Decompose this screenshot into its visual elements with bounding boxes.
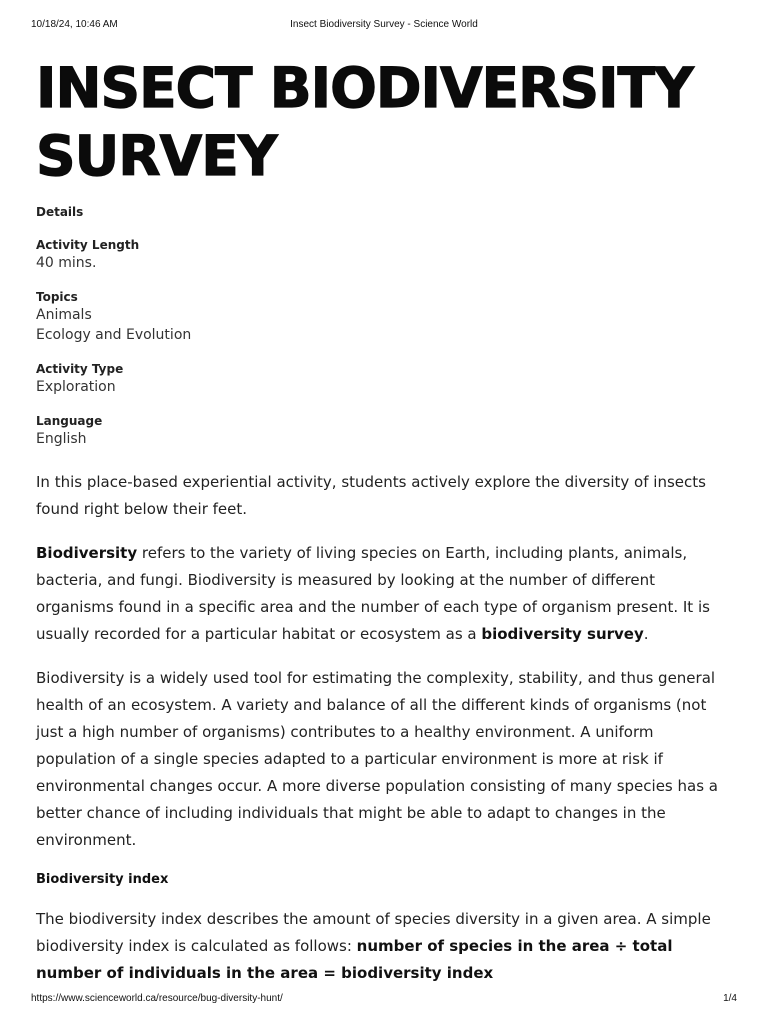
print-page-title: Insect Biodiversity Survey - Science World [290,19,478,30]
page-title: INSECT BIODIVERSITY SURVEY [36,56,693,188]
index-text: The biodiversity index describes the amount of species diversity in a given area. A simple biodiversity index is calculated as follows: [36,910,711,955]
biodiversity-term: Biodiversity [36,544,138,562]
index-paragraph [36,906,731,987]
detail-activity-length [36,237,736,273]
detail-value: 40 mins. [36,255,97,271]
details-section [36,204,736,449]
index-formula: number of species in the area ÷ total number of individuals in the area = biodiversity index [36,937,673,982]
detail-label: Activity Type [36,362,124,376]
article [36,54,736,1004]
detail-value: Animals [36,307,92,323]
print-page-number: 1/4 [723,993,737,1004]
tool-paragraph: Biodiversity is a widely used tool for estimating the complexity, stability, and thus general health of an ecosystem. A variety and balance of all the different kinds of organisms (not just a high number of organisms) contributes to a healthy environment. A uniform population of a single species adapted to a particular environment is more at risk if environmental changes occur. A more diverse population consisting of many species has a better chance of including individuals that might be able to adapt to changes in the environment. [36,669,718,849]
print-header [31,19,737,33]
biodiversity-text: refers to the variety of living species on Earth, including plants, animals, bacteria, and fungi. Biodiversity is measured by looking at the number of different organisms found in a specific area and the number of each type of organism present. It is usually recorded for a particular habitat or ecosystem as a [36,544,710,643]
detail-language [36,413,736,449]
detail-label: Language [36,414,103,428]
print-url: https://www.scienceworld.ca/resource/bug-diversity-hunt/ [31,993,283,1004]
intro-paragraph: In this place-based experiential activity, students actively explore the diversity of insects found right below their feet. [36,473,706,518]
print-datetime: 10/18/24, 10:46 AM [31,19,118,30]
biodiversity-survey-term: biodiversity survey [481,625,644,643]
detail-value: Exploration [36,379,116,395]
detail-label: Activity Length [36,238,140,252]
detail-value: Ecology and Evolution [36,327,192,343]
detail-topics [36,289,736,345]
detail-activity-type [36,361,736,397]
detail-label: Topics [36,290,78,304]
biodiversity-text-end: . [643,625,649,643]
detail-value: English [36,431,87,447]
details-heading: Details [36,205,84,219]
biodiversity-index-heading: Biodiversity index [36,872,169,887]
biodiversity-paragraph [36,540,731,648]
print-footer [31,993,737,1007]
